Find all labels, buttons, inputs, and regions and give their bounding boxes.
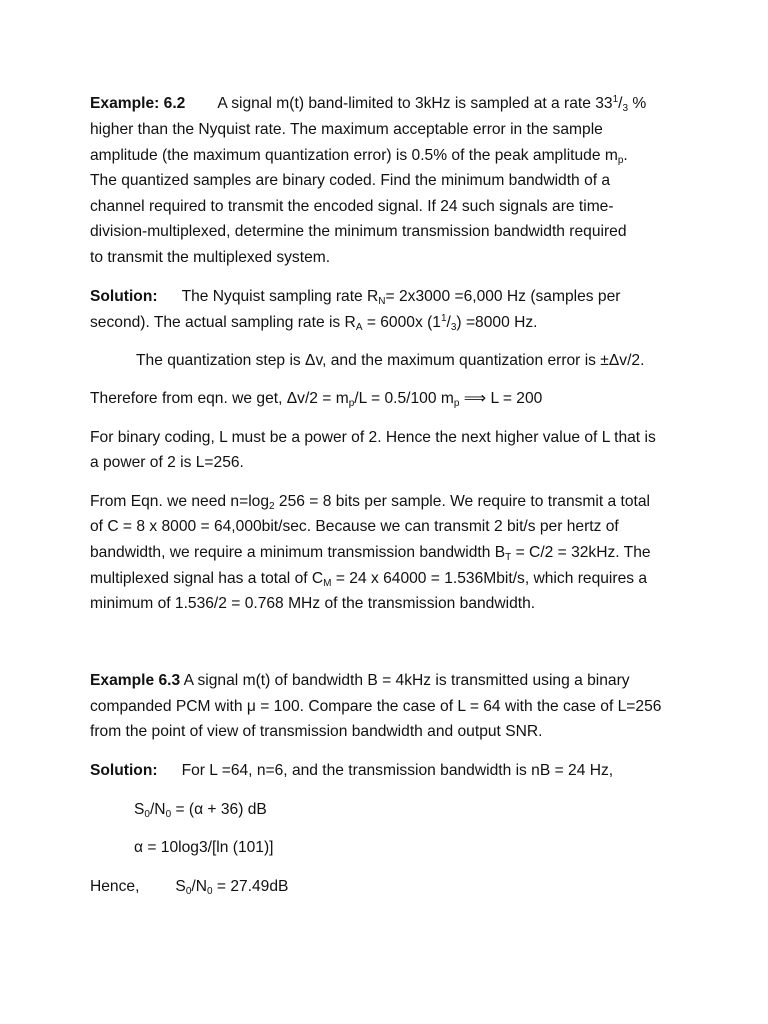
example-6-2-line-3: amplitude (the maximum quantization error) is 0.5% of the peak amplitude $m_p$. [90,147,628,166]
example-6-3-label: Example 6.3 [90,672,181,689]
bandwidth-paragraph-line-3: bandwidth, we require a minimum transmission bandwidth $B_T = C/2 = 32kHz$. The [90,544,651,563]
alpha-equation: α = 10log3/[ln (101)] [134,839,274,856]
quantization-step-paragraph: The quantization step is Δv, and the maximum quantization error is ±Δv/2. [136,352,645,369]
solution-6-2-line-2: second). The actual sampling rate is $R_A = 6000x$ $(1^1/_3) =8000$ Hz. [90,313,538,333]
snr-equation: $S_0/N_0 = (\alpha + 36)$ dB [134,801,267,820]
example-6-2-line-4: The quantized samples are binary coded. Find the minimum bandwidth of a [90,172,611,189]
example-6-2-line-2: higher than the Nyquist rate. The maximum acceptable error in the sample [90,121,603,138]
bandwidth-paragraph-line-2: of C = 8 x 8000 = 64,000bit/sec. Because we can transmit 2 bit/s per hertz of [90,518,619,535]
bandwidth-paragraph-line-5: minimum of 1.536/2 = 0.768 MHz of the transmission bandwidth. [90,595,536,612]
example-6-3-line-2: companded PCM with μ = 100. Compare the case of L = 64 with the case of L=256 [90,698,662,715]
equation-paragraph: Therefore from eqn. we get, $\Delta v/2 = m_p/L = 0.5/100$ $m_p$ ⟹ L = 200 [90,390,543,409]
bandwidth-paragraph-line-4: multiplexed signal has a total of $C_M = 24$ x 64000 = 1.536Mbit/s, which requires a [90,570,648,589]
hence-line: Hence, $S_0/N_0 = 27.49dB$ [90,878,289,897]
solution-6-2-line-1: Solution: The Nyquist sampling rate $R_N= 2x3000 =6,000$ Hz (samples per [90,288,621,307]
solution-6-3-line-1: Solution: For L =64, n=6, and the transmission bandwidth is nB = 24 Hz, [90,762,614,779]
example-6-2-label: Example: 6.2 [90,95,186,112]
binary-coding-line-1: For binary coding, L must be a power of 2. Hence the next higher value of L that is [90,429,656,446]
example-6-2-line-5: channel required to transmit the encoded signal. If 24 such signals are time- [90,198,614,215]
solution-label-2: Solution: [90,762,158,779]
example-6-2-line-7: to transmit the multiplexed system. [90,249,331,266]
example-6-3-line-3: from the point of view of transmission bandwidth and output SNR. [90,723,543,740]
solution-label: Solution: [90,288,158,305]
example-6-2-line-6: division-multiplexed, determine the minimum transmission bandwidth required [90,223,627,240]
example-6-2-line-1: Example: 6.2 A signal m(t) band-limited to 3kHz is sampled at a rate $33^1/_3$ % [90,94,647,114]
binary-coding-line-2: a power of 2 is L=256. [90,454,244,471]
example-6-3-line-1: Example 6.3 A signal m(t) of bandwidth B = 4kHz is transmitted using a binary [90,672,630,689]
bandwidth-paragraph-line-1: From Eqn. we need $n=\log_2$ 256 = 8 bits per sample. We require to transmit a total [90,493,651,512]
